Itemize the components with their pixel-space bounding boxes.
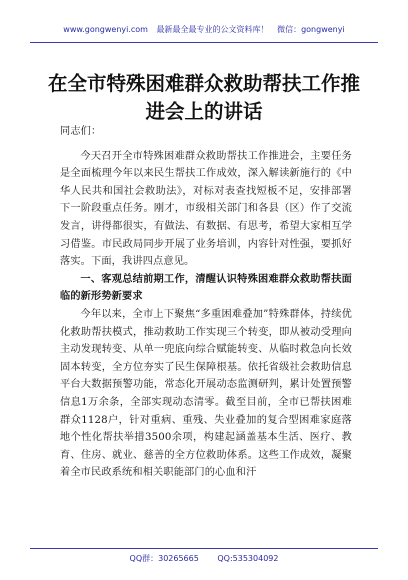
footer-qq-group: QQ群：30265665 (129, 554, 199, 563)
document-title: 在全市特殊困难群众救助帮扶工作推进会上的讲话 (47, 72, 360, 123)
document-body (60, 122, 352, 482)
paragraph-intro: 今天召开全市特殊困难群众救助帮扶工作推进会，主要任务是全面梳理今年以来民生帮扶工作成效，深入解读新施行的《中华人民共和国社会救助法》，对标对表查找短板不足，安排部署下一阶段重点任务。刚才，市级相关部门和各县（区）作了交流发言，讲得都很实，有做法、有数据、有思考，希望大家相互学习借鉴。市民政局同步开展了业务培训，内容针对性强，要抓好落实。下面，我讲四点意见。 (60, 150, 352, 268)
header-wechat: 微信：gongwenyi (277, 25, 345, 34)
header-website[interactable]: www.gongwenyi.com (63, 25, 148, 34)
header-slogan: 最新最全最专业的公文资料库！ (156, 25, 269, 34)
section-heading-1: 一、客观总结前期工作，清醒认识特殊困难群众救助帮扶面临的新形势新要求 (60, 273, 352, 303)
paragraph-achievements: 今年以来，全市上下聚焦“多重困难叠加”特殊群体，持续优化救助帮扶模式，推动救助工作实现三个转变，即从被动受理向主动发现转变、从单一兜底向综合赋能转变、从临时救急向长效固本转变，全方位夯实了民生保障根基。依托省级社会救助信息平台大数据预警功能，常态化开展动态监测研判，累计处置预警信息1万余条，全部实现动态清零。截至目前，全市已帮扶困难群众1128户，针对重病、重残、失业叠加的复合型困难家庭落地个性化帮扶举措3500余项，构建起涵盖基本生活、医疗、教育、住房、就业、慈善的全方位救助体系。这些工作成效，凝聚着全市民政系统和相关职能部门的心血和汗 (60, 308, 352, 479)
page-header (30, 18, 378, 43)
footer-qq: QQ:535304092 (217, 554, 279, 563)
page-footer (30, 548, 378, 569)
salutation: 同志们： (60, 126, 102, 137)
